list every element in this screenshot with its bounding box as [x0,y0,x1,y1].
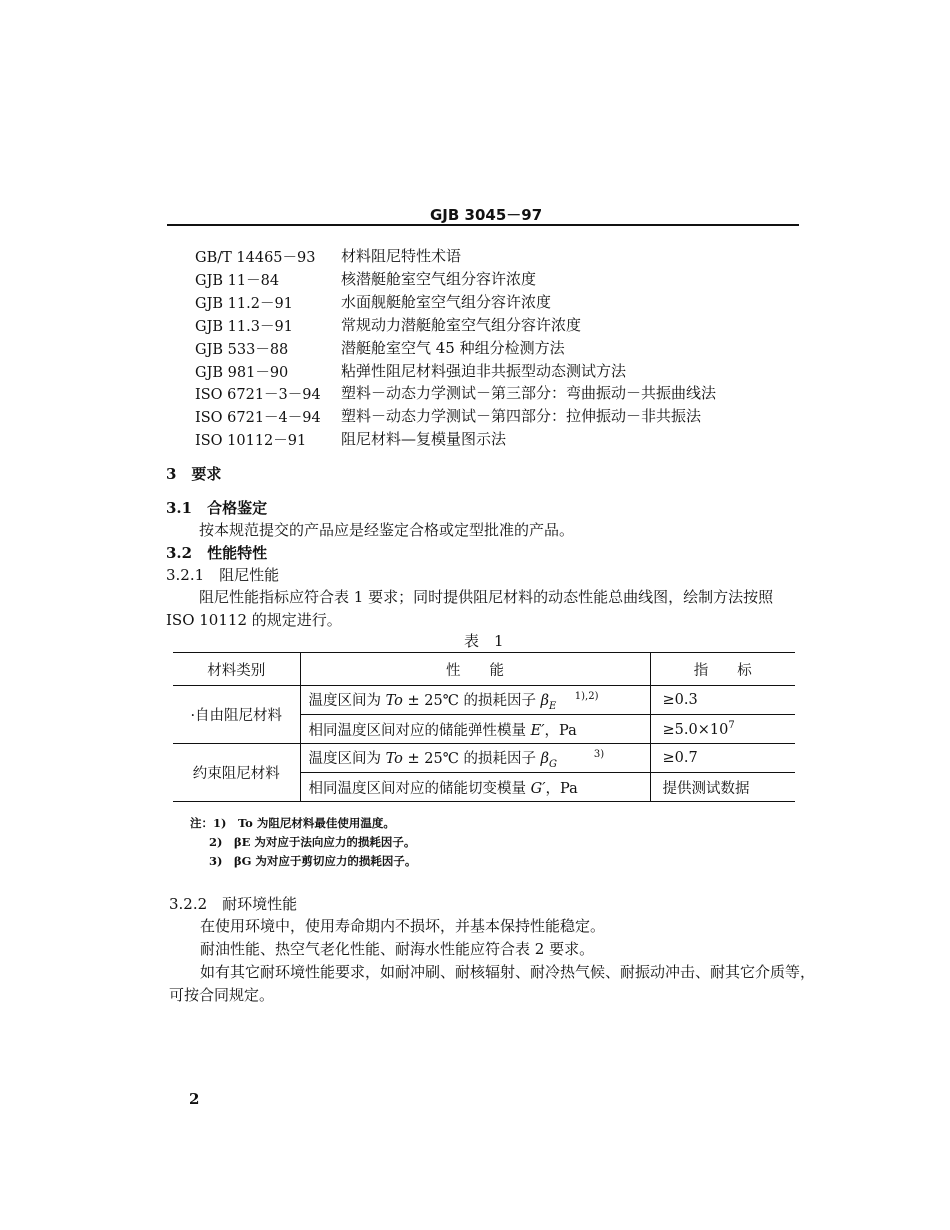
index-cell: ≥0.7 [650,744,795,773]
property-cell: 相同温度区间对应的储能切变模量 G′，Pa [300,773,650,802]
section-3-2-1-text: 阻尼性能指标应符合表 1 要求；同时提供阻尼材料的动态性能总曲线图，绘制方法按照 [199,588,774,606]
index-cell: $\ge 5.0\times 10^7$ [650,715,795,744]
section-3-2-2-heading: 3.2.2 耐环境性能 [169,895,298,913]
ref-code: GJB 533－88 [195,342,289,358]
ref-code: ISO 6721－4－94 [195,410,321,426]
section-3-1-heading: 3.1 合格鉴定 [166,499,268,517]
table-1 [173,652,795,802]
column-header-category: 材料类别 [173,653,300,686]
table-note-2: 2) βE 为对应于法向应力的损耗因子。 [209,835,416,849]
document-code-header: GJB 3045－97 [430,206,543,224]
ref-code: ISO 6721－3－94 [195,387,321,403]
section-3-2-2-paragraph-3: 如有其它耐环境性能要求，如耐冲刷、耐核辐射、耐冷热气候、耐振动冲击、耐其它介质等， [200,963,816,981]
page-number: 2 [189,1090,200,1108]
category-free-damping: ·自由阻尼材料 [173,686,300,744]
ref-title: 水面舰艇舱室空气组分容许浓度 [341,293,552,311]
ref-title: 阻尼材料—复模量图示法 [341,430,507,448]
section-3-heading: 3 要求 [166,465,222,483]
ref-title: 材料阻尼特性术语 [341,247,462,265]
table-note-3: 3) βG 为对应于剪切应力的损耗因子。 [209,854,417,868]
section-3-2-heading: 3.2 性能特性 [166,544,268,562]
section-3-2-2-paragraph-2: 耐油性能、热空气老化性能、耐海水性能应符合表 2 要求。 [200,940,595,958]
ref-title: 潜艇舱室空气 45 种组分检测方法 [341,339,565,357]
section-3-1-text: 按本规范提交的产品应是经鉴定合格或定型批准的产品。 [199,521,575,539]
section-3-2-2-paragraph-1: 在使用环境中，使用寿命期内不损坏，并基本保持性能稳定。 [200,917,606,935]
table-note-1: 注：1) To 为阻尼材料最佳使用温度。 [190,816,395,830]
ref-code: GJB 981－90 [195,365,289,381]
index-cell: ≥0.3 [650,686,795,715]
category-constrained-damping: 约束阻尼材料 [173,744,300,802]
ref-title: 核潜艇舱室空气组分容许浓度 [341,270,537,288]
ref-code: ISO 10112－91 [195,433,307,449]
ref-code: GB/T 14465－93 [195,250,316,266]
property-cell: 温度区间为 To ± 25℃ 的损耗因子 $\beta_G$ $^{3)}$ [300,744,650,773]
table-row [173,744,795,773]
section-3-2-1-text-cont: ISO 10112 的规定进行。 [166,611,342,629]
property-cell: 相同温度区间对应的储能弹性模量 E′，Pa [300,715,650,744]
table-caption: 表 1 [464,632,504,650]
ref-code: GJB 11－84 [195,273,280,289]
column-header-index: 指 标 [650,653,795,686]
section-3-2-1-heading: 3.2.1 阻尼性能 [166,566,280,584]
index-cell: 提供测试数据 [650,773,795,802]
ref-title: 塑料－动态力学测试－第四部分：拉伸振动－非共振法 [341,407,702,425]
ref-code: GJB 11.2－91 [195,296,293,312]
property-cell: 温度区间为 To ± 25℃ 的损耗因子 $\beta_E$ $^{1),2)}$ [300,686,650,715]
header-rule [167,224,799,226]
ref-title: 塑料－动态力学测试－第三部分：弯曲振动－共振曲线法 [341,384,717,402]
column-header-property: 性 能 [300,653,650,686]
ref-title: 常规动力潜艇舱室空气组分容许浓度 [341,316,582,334]
section-3-2-2-paragraph-3-cont: 可按合同规定。 [169,986,275,1004]
ref-title: 粘弹性阻尼材料强迫非共振型动态测试方法 [341,362,627,380]
table-row [173,686,795,715]
ref-code: GJB 11.3－91 [195,319,293,335]
